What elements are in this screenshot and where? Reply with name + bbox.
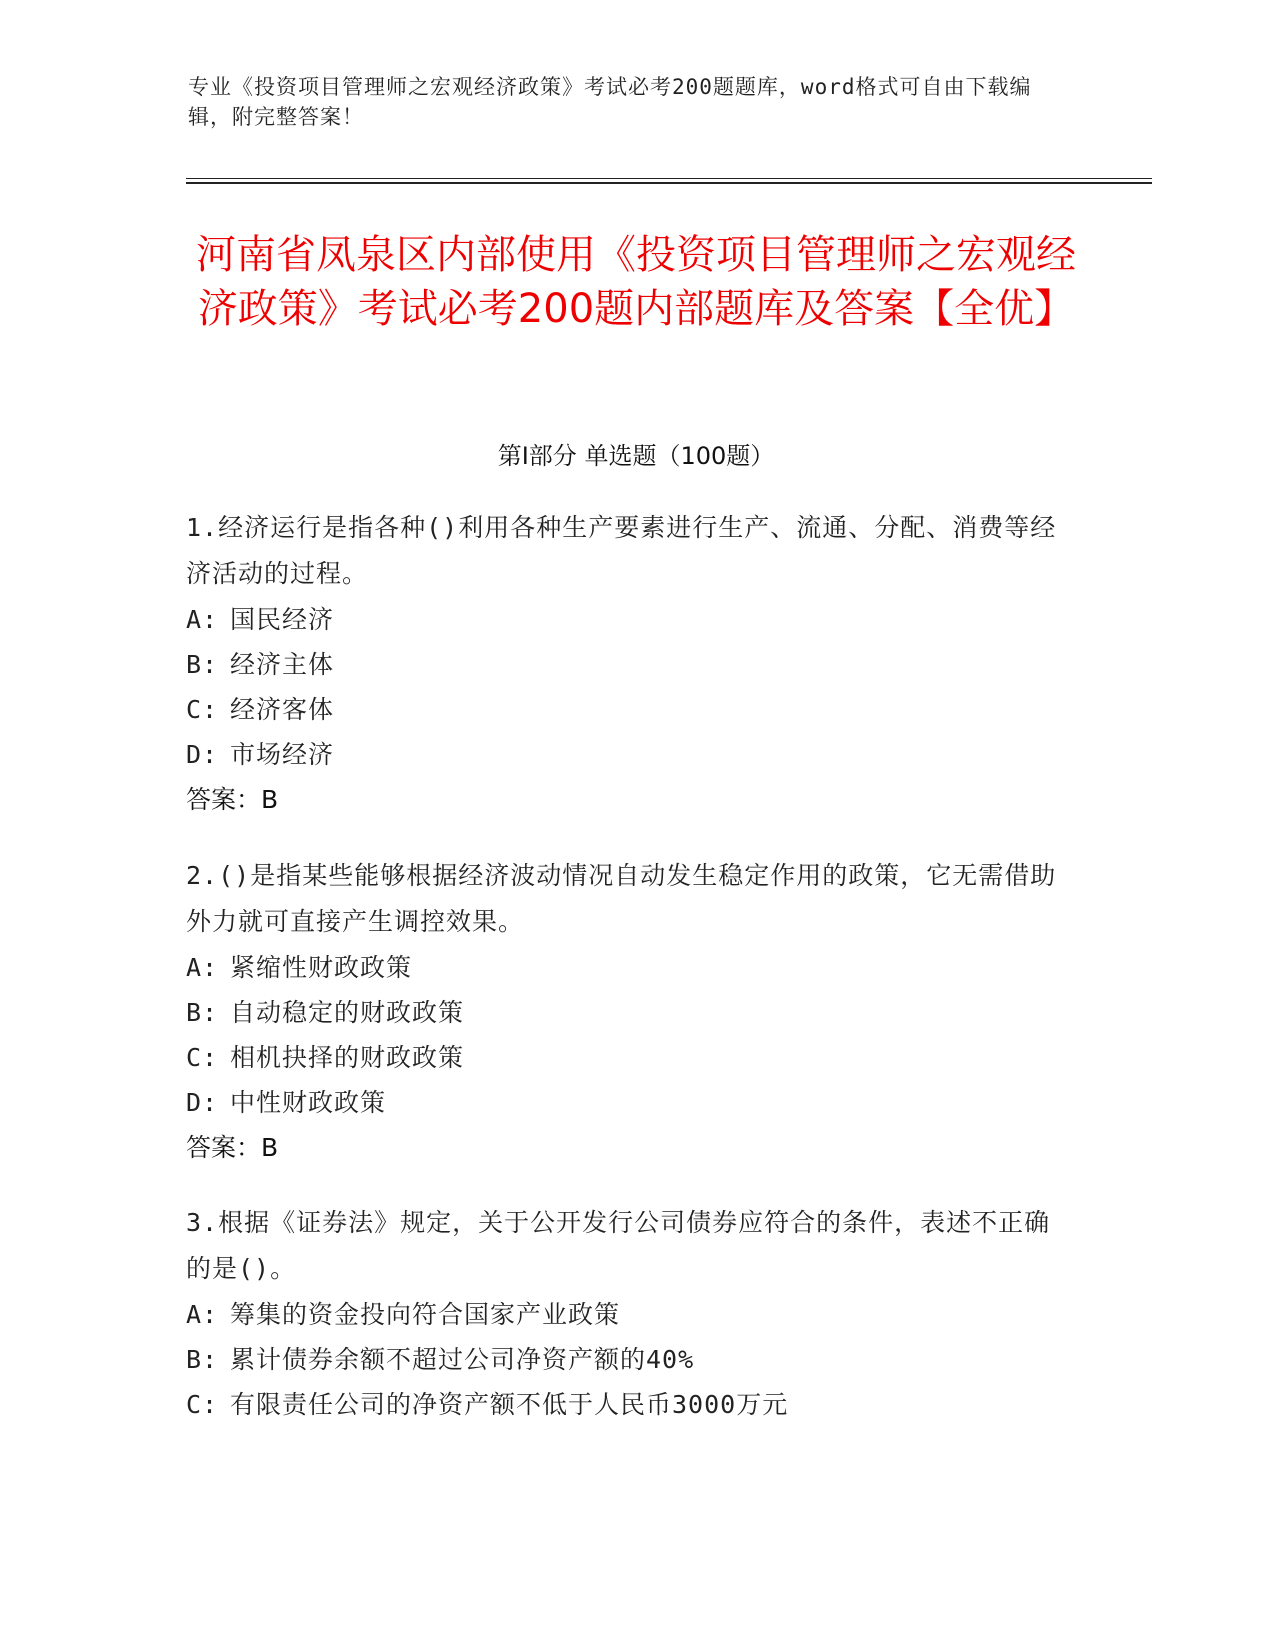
option-d [186, 732, 1066, 777]
option-key: B: [186, 1345, 219, 1374]
section-heading: 第Ⅰ部分 单选题（100题） [497, 442, 775, 470]
answer-line: 答案：B [186, 785, 279, 814]
option-c [186, 687, 1066, 732]
answer-line: 答案：B [186, 1133, 279, 1162]
option-text: 累计债券余额不超过公司净资产额的40% [230, 1345, 695, 1374]
option-text: 有限责任公司的净资产额不低于人民币3000万元 [230, 1390, 789, 1419]
question-stem: 2.()是指某些能够根据经济波动情况自动发生稳定作用的政策，它无需借助外力就可直接产生调控效果。 [186, 861, 1057, 936]
option-key: A: [186, 953, 219, 982]
option-key: A: [186, 1300, 219, 1329]
option-b [186, 1337, 1066, 1382]
option-key: A: [186, 605, 219, 634]
option-a [186, 597, 1066, 642]
option-text: 中性财政政策 [230, 1088, 387, 1117]
option-c [186, 1382, 1066, 1427]
option-a [186, 1292, 1066, 1337]
question-block [186, 853, 1066, 1171]
option-key: C: [186, 1390, 219, 1419]
option-text: 相机抉择的财政政策 [230, 1043, 465, 1072]
option-key: C: [186, 695, 219, 724]
option-text: 紧缩性财政政策 [230, 953, 413, 982]
header-divider-thick [186, 182, 1152, 184]
option-key: B: [186, 650, 219, 679]
option-c [186, 1035, 1066, 1080]
header-divider-thin [186, 178, 1152, 179]
option-b [186, 990, 1066, 1035]
option-key: D: [186, 740, 219, 769]
option-text: 市场经济 [230, 740, 335, 769]
option-d [186, 1080, 1066, 1125]
question-stem: 1.经济运行是指各种()利用各种生产要素进行生产、流通、分配、消费等经济活动的过程。 [186, 513, 1057, 588]
option-text: 经济主体 [230, 650, 335, 679]
option-b [186, 642, 1066, 687]
option-text: 筹集的资金投向符合国家产业政策 [230, 1300, 621, 1329]
option-text: 经济客体 [230, 695, 335, 724]
question-block [186, 1200, 1066, 1427]
option-key: B: [186, 998, 219, 1027]
document-title: 河南省凤泉区内部使用《投资项目管理师之宏观经济政策》考试必考200题内部题库及答案【全优】 [196, 232, 1076, 332]
option-text: 国民经济 [230, 605, 335, 634]
option-key: C: [186, 1043, 219, 1072]
question-block [186, 505, 1066, 823]
header-note: 专业《投资项目管理师之宏观经济政策》考试必考200题题库，word格式可自由下载编辑，附完整答案！ [188, 75, 1032, 129]
option-text: 自动稳定的财政政策 [230, 998, 465, 1027]
option-key: D: [186, 1088, 219, 1117]
option-a [186, 945, 1066, 990]
question-stem: 3.根据《证券法》规定，关于公开发行公司债券应符合的条件，表述不正确的是()。 [186, 1208, 1051, 1283]
